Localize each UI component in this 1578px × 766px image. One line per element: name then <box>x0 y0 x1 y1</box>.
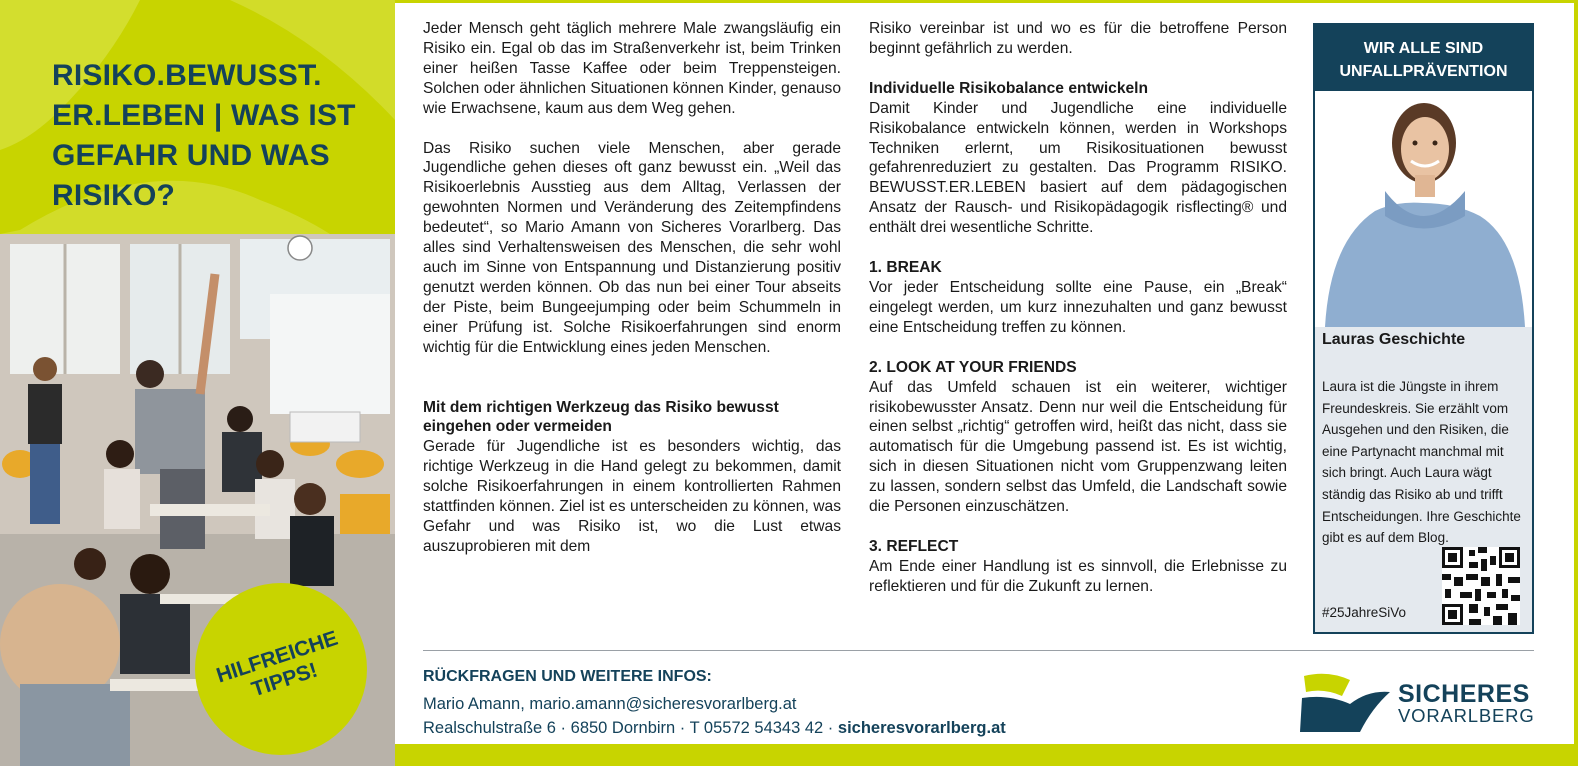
paragraph: Auf das Umfeld schauen ist ein weiterer, wichtiger risikobewusster Ansatz. Denn nur weil die Entscheidung für einen selbst „richtig“ getroffen wird, heißt das nicht, dass sie automatisch für die Umgebung passend ist. Es ist wichtig, sich in diesen Situationen nicht vom Gruppenzwang leiten zu lassen, sondern selbst das Umfeld, die Landschaft sowie die Personen einzuschätzen. <box>869 378 1287 516</box>
story-text: Laura ist die Jüngste in ihrem Freundeskreis. Sie erzählt vom Ausgehen und den Risiken, die eine Partynacht manchmal mit sich bringt. Auch Laura wägt ständig das Risiko ab und trifft Entscheidungen. Ihre Geschichte gibt es auf dem Blog. <box>1322 379 1521 546</box>
step-heading-break: 1. BREAK <box>869 259 942 277</box>
footer-divider <box>423 650 1534 651</box>
tips-badge-text: HILFREICHE TIPPS! <box>213 626 341 702</box>
subheading: Individuelle Risikobalance entwickeln <box>869 79 1149 97</box>
hashtag: #25JahreSiVo <box>1322 605 1407 620</box>
story-box <box>1313 23 1534 634</box>
story-title: Lauras Geschichte <box>1322 331 1466 348</box>
logo-word-vorarlberg: VORARLBERG <box>1398 705 1535 726</box>
contact-address-line <box>423 716 1006 740</box>
story-box-heading: WIR ALLE SIND UNFALLPRÄVENTION <box>1315 25 1532 91</box>
paragraph: Risiko vereinbar ist und wo es für die betroffene Person beginnt gefährlich zu werden. <box>869 20 1287 57</box>
website-link[interactable]: sicheresvorarlberg.at <box>837 719 1006 737</box>
frame-top-border <box>395 0 1578 3</box>
logo-word-sicheres: SICHERES <box>1398 680 1530 708</box>
contact-heading: RÜCKFRAGEN UND WEITERE INFOS: <box>423 668 712 685</box>
paragraph: Damit Kinder und Jugendliche eine individuelle Risikobalance entwickeln können, werden in Workshops Techniken erlernt, um Risikosituationen bewusst gefahrenreduziert zu gestalten. Das Programm RISIKO. BEWUSST.ER.LEBEN basiert auf dem pädagogischen Ansatz der Rausch- und Risikopädagogik risflecting® und enthält drei wesentliche Schritte. <box>869 99 1287 237</box>
paragraph: Vor jeder Entscheidung sollte eine Pause, ein „Break“ eingelegt werden, um kurz innezuhalten und ganz bewusst eine Entscheidung treffen zu können. <box>869 278 1287 336</box>
logo-mark-icon <box>1298 670 1394 734</box>
contact-block <box>423 667 1006 740</box>
tips-badge <box>195 583 367 755</box>
paragraph: Gerade für Jugendliche ist es besonders wichtig, das richtige Werkzeug in die Hand gelegt zu bekommen, damit solche Risikoerfahrungen in einem kontrollierten Rahmen stattfinden können. Ziel ist es unterscheiden zu können, was Gefahr und was Risiko ist, wo die Lust etwas auszuprobieren mit dem <box>423 438 841 555</box>
frame-bottom-border <box>395 744 1578 766</box>
frame-right-border <box>1574 0 1578 766</box>
step-heading-reflect: 3. REFLECT <box>869 537 959 555</box>
article-column-1 <box>423 19 841 557</box>
left-panel <box>0 0 395 766</box>
sicheres-vorarlberg-logo <box>1298 670 1534 734</box>
paragraph: Das Risiko suchen viele Menschen, aber gerade Jugendliche gehen dieses oft ganz bewusst ein. „Weil das Risikoerlebnis Ausstieg aus dem Alltag, Verlassen der gewohnten Normen und Veränderung des Zeitempfindens bedeutet“, so Mario Amann von Sicheres Vorarlberg. Das alles sind Verhaltensweisen des Menschen, die sehr wohl auch im Sinne von Entspannung und Distanzierung positiv genutzt werden können. Ob das nun bei einer Tour abseits der Piste, beim Bungeejumping oder beim Schummeln in einer Prüfung ist. Solche Risikoerfahrungen sind enorm wichtig für die Entwicklung eines jeden Menschen. <box>423 139 841 356</box>
qr-code-icon[interactable] <box>1442 547 1520 625</box>
contact-address: Realschulstraße 6 · 6850 Dornbirn · T 05572 54343 42 · <box>423 719 834 737</box>
portrait-photo <box>1315 91 1532 327</box>
contact-person[interactable]: Mario Amann, mario.amann@sicheresvorarlberg.at <box>423 695 797 713</box>
subheading: Mit dem richtigen Werkzeug das Risiko bewusst eingehen oder vermeiden <box>423 398 779 436</box>
paragraph: Jeder Mensch geht täglich mehrere Male zwangsläufig ein Risiko ein. Egal ob das im Straßenverkehr ist, beim Trinken einer heißen Tasse Kaffee oder beim Treppensteigen. Solchen oder ähnlichen Situationen können Kinder, genauso wie Erwachsene, kaum aus dem Weg gehen. <box>423 20 841 117</box>
step-heading-friends: 2. LOOK AT YOUR FRIENDS <box>869 358 1077 376</box>
article-column-2 <box>869 19 1287 597</box>
paragraph: Am Ende einer Handlung ist es sinnvoll, die Erlebnisse zu reflektieren und für die Zukunft zu lernen. <box>869 557 1287 595</box>
headline: RISIKO.BEWUSST. ER.LEBEN | WAS IST GEFAHR UND WAS RISIKO? <box>52 59 356 212</box>
